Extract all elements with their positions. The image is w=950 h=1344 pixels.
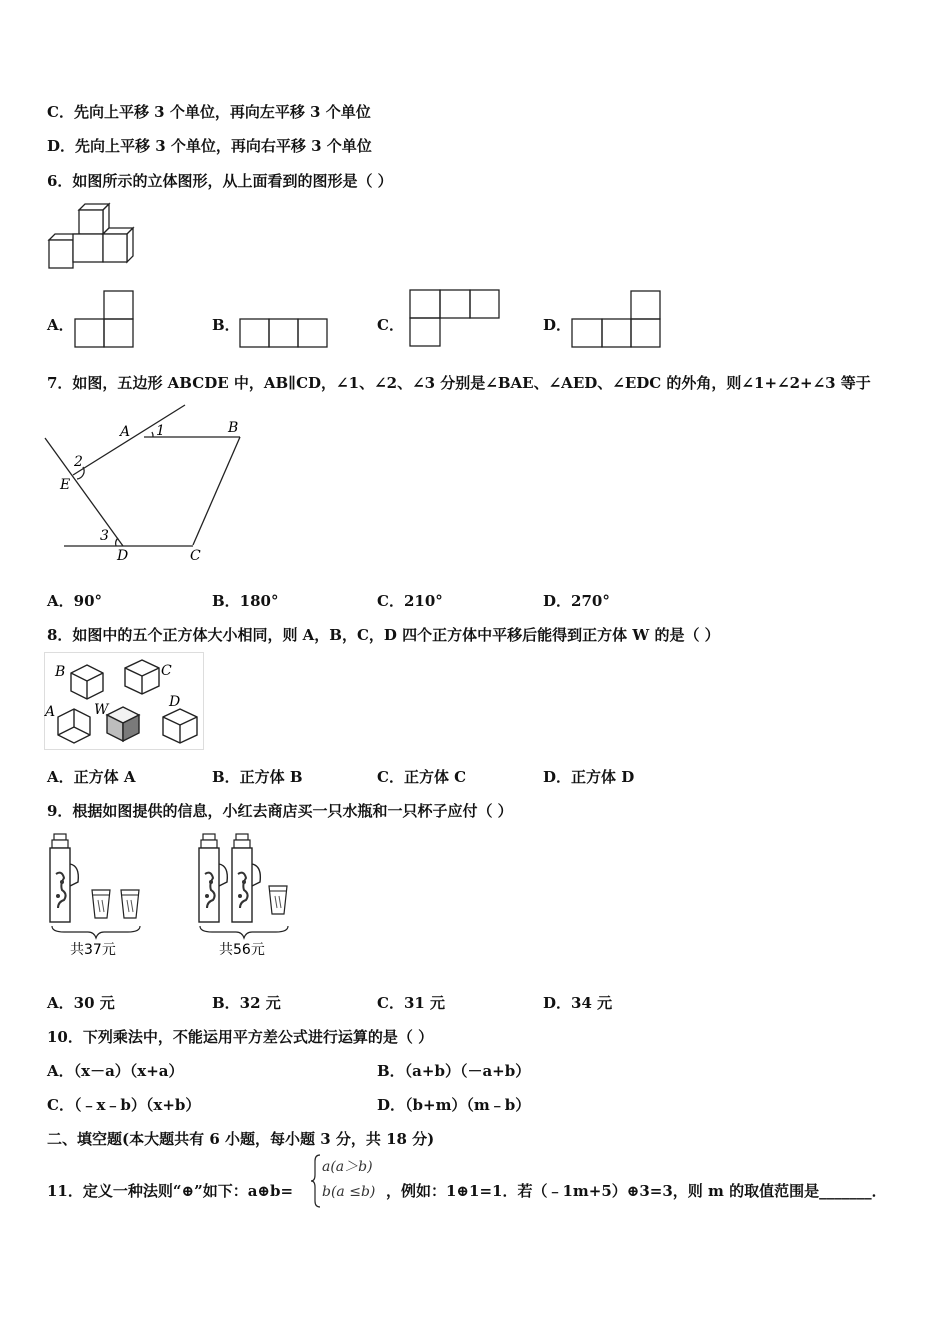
q7-label-e: E <box>60 477 71 493</box>
q9-option-c: C．31 元 <box>377 994 446 1012</box>
q6-solid-figure <box>45 202 137 272</box>
q6-option-d-figure <box>571 290 663 350</box>
q10-option-c: C．（﹣x﹣b）（x+b） <box>47 1096 201 1114</box>
q6-option-a-figure <box>74 290 136 350</box>
q8-label-a: A <box>45 704 56 720</box>
q8-option-a: A．正方体 A <box>47 768 136 786</box>
q9-option-a: A．30 元 <box>47 994 115 1012</box>
q11-brace <box>310 1153 322 1209</box>
q7-label-d: D <box>117 548 129 564</box>
q8-stem: 8．如图中的五个正方体大小相同，则 A，B，C，D 四个正方体中平移后能得到正方体 W 的是（ ） <box>47 626 720 644</box>
q11-suffix: ，例如：1⊕1=1．若（﹣1m+5）⊕3=3，则 m 的取值范围是_______． <box>386 1182 887 1200</box>
q11-case-1: a(a＞b) <box>322 1159 373 1175</box>
q10-option-b: B．（a+b）（－a+b） <box>377 1062 531 1080</box>
q8-label-d: D <box>169 694 181 710</box>
q6-stem: 6．如图所示的立体图形，从上面看到的图形是（ ） <box>47 172 393 190</box>
q9-total-1: 共37元 <box>70 942 116 958</box>
q8-option-b: B．正方体 B <box>212 768 303 786</box>
q11-case-2: b(a ≤b) <box>322 1184 376 1200</box>
q6-option-c-figure <box>409 289 501 349</box>
q9-bottles-cups-figure <box>44 830 294 964</box>
q11-prefix: 11．定义一种法则“⊕”如下：a⊕b= <box>47 1182 294 1200</box>
q8-label-c: C <box>161 663 172 679</box>
q8-label-w: W <box>94 702 109 718</box>
q5-option-c: C．先向上平移 3 个单位，再向左平移 3 个单位 <box>47 103 371 121</box>
q6-option-b-figure <box>239 318 329 350</box>
q8-label-b: B <box>55 664 66 680</box>
q7-pentagon-figure <box>40 400 250 570</box>
q7-label-1: 1 <box>156 423 165 439</box>
q5-option-d: D．先向上平移 3 个单位，再向右平移 3 个单位 <box>47 137 372 155</box>
q7-option-d: D．270° <box>543 592 610 610</box>
q9-stem: 9．根据如图提供的信息，小红去商店买一只水瓶和一只杯子应付（ ） <box>47 802 513 820</box>
q7-label-2: 2 <box>74 454 83 470</box>
q7-option-c: C．210° <box>377 592 443 610</box>
q8-cubes-figure <box>44 652 204 750</box>
q6-option-d-label: D． <box>543 316 572 334</box>
q8-option-d: D．正方体 D <box>543 768 635 786</box>
q10-option-d: D．（b+m）（m﹣b） <box>377 1096 531 1114</box>
q7-option-a: A．90° <box>47 592 103 610</box>
q6-option-c-label: C． <box>377 316 404 334</box>
section-2-heading: 二、填空题(本大题共有 6 小题，每小题 3 分，共 18 分) <box>47 1130 435 1148</box>
q7-label-3: 3 <box>100 528 109 544</box>
q9-option-d: D．34 元 <box>543 994 613 1012</box>
q8-option-c: C．正方体 C <box>377 768 467 786</box>
q9-total-2: 共56元 <box>219 942 265 958</box>
q9-option-b: B．32 元 <box>212 994 281 1012</box>
q7-stem: 7．如图，五边形 ABCDE 中，AB∥CD，∠1、∠2、∠3 分别是∠BAE、∠AED、∠EDC 的外角，则∠1+∠2+∠3 等于 <box>47 374 871 392</box>
q7-label-b: B <box>228 420 239 436</box>
q7-label-a: A <box>120 424 131 440</box>
q6-option-b-label: B． <box>212 316 240 334</box>
q7-option-b: B．180° <box>212 592 279 610</box>
q6-option-a-label: A． <box>47 316 74 334</box>
q10-option-a: A．（x－a）（x+a） <box>47 1062 184 1080</box>
q10-stem: 10．下列乘法中，不能运用平方差公式进行运算的是（ ） <box>47 1028 434 1046</box>
q7-label-c: C <box>190 548 201 564</box>
